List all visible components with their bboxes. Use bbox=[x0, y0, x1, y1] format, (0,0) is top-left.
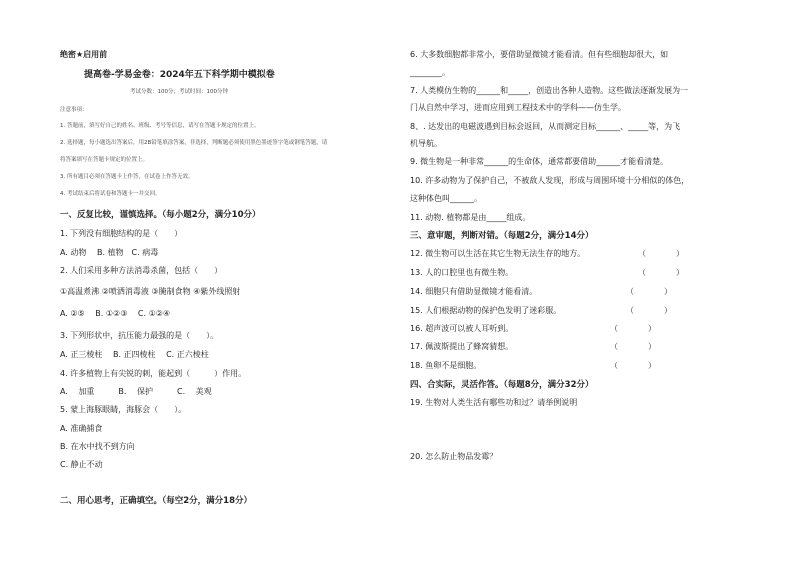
question-line: 4. 许多植物上有尖锐的刺，能起到（ ）作用。 bbox=[60, 369, 247, 378]
answer-paren[interactable]: （ ） bbox=[610, 324, 656, 333]
section4-heading: 四、合实际，灵活作答。（每题8分，满分32分） bbox=[410, 380, 594, 390]
judge-item bbox=[410, 342, 656, 352]
judge-text: 17. 佩波斯提出了蜂窝猜想。 bbox=[410, 342, 514, 351]
question-line: 20. 怎么防止物品发霉？ bbox=[410, 452, 498, 461]
question-line: 5. 蒙上海豚眼睛，海豚会（ ）。 bbox=[60, 405, 187, 414]
question-line: ________。 bbox=[410, 68, 450, 77]
answer-paren[interactable]: （ ） bbox=[626, 306, 672, 315]
notes-heading: 注意事项： bbox=[60, 107, 88, 113]
question-line: C. 静止不动 bbox=[60, 460, 103, 469]
section1-heading: 一、反复比较，谨慎选择。（每小题2分，满分10分） bbox=[60, 210, 261, 220]
note-item: 1. 答题前，填写好自己的姓名、班级、考号等信息，请写在答题卡规定的位置上。 bbox=[60, 123, 260, 129]
answer-paren[interactable]: （ ） bbox=[638, 268, 684, 277]
question-line: 1. 下列没有细胞结构的是（ ） bbox=[60, 229, 183, 238]
exam-meta: 考试分数：100分；考试时间：100分钟 bbox=[130, 89, 228, 95]
answer-paren[interactable]: （ ） bbox=[626, 287, 672, 296]
answer-paren[interactable]: （ ） bbox=[610, 342, 656, 351]
question-line: B. 在水中找不到方向 bbox=[60, 442, 135, 451]
secret-label: 绝密★启用前 bbox=[60, 50, 108, 59]
question-line: 10. 许多动物为了保护自己，不被敌人发现，形成与周围环境十分相似的体色， bbox=[410, 176, 690, 185]
note-item: 2. 选择题，每小题选出答案后，用2B铅笔填涂答案，非选择，判断题必须使用黑色墨迹签字笔或钢笔答题，请 bbox=[60, 140, 328, 146]
answer-paren[interactable]: （ ） bbox=[638, 249, 684, 258]
judge-text: 16. 超声波可以被人耳听到。 bbox=[410, 324, 514, 333]
question-line: A. ②⑤ B. ①②③ C. ①②④ bbox=[60, 309, 171, 318]
judge-text: 12. 微生物可以生活在其它生物无法生存的地方。 bbox=[410, 249, 586, 258]
question-line: A. 准确捕食 bbox=[60, 424, 103, 433]
judge-item bbox=[410, 361, 656, 371]
question-line: 3. 下列形状中，抗压能力最强的是（ ）。 bbox=[60, 331, 219, 340]
judge-text: 13. 人的口腔里也有微生物。 bbox=[410, 268, 514, 277]
question-line: 2. 人们采用多种方法消毒杀菌，包括（ ） bbox=[60, 266, 223, 275]
answer-paren[interactable]: （ ） bbox=[610, 361, 656, 370]
note-item: 将答案填写在答题卡规定的位置上。 bbox=[60, 157, 149, 163]
judge-item bbox=[410, 249, 684, 259]
question-line: 8、. 达发出的电磁波遇到目标会返回，从而测定目标______、_____等，为飞 bbox=[410, 122, 681, 131]
judge-item bbox=[410, 306, 672, 316]
question-line: 9. 微生物是一种非常______的生命体，通常都要借助______才能看清楚。 bbox=[410, 157, 669, 166]
question-line: ①高温煮沸 ②喷洒消毒液 ③腌制食物 ④紫外线照射 bbox=[60, 287, 241, 296]
judge-text: 18. 鱼卵不是细胞。 bbox=[410, 361, 482, 370]
section2-heading: 二、用心思考，正确填空。（每空2分，满分18分） bbox=[60, 496, 252, 506]
question-line: 7. 人类模仿生物的______和_____，创造出各种人造物。这些做法逐渐发展为一 bbox=[410, 86, 689, 95]
question-line: 这种体色叫______。 bbox=[410, 194, 482, 203]
section3-heading: 三、意审题，判断对错。（每题2分，满分14分） bbox=[410, 231, 594, 241]
judge-item bbox=[410, 268, 684, 278]
question-line: A. 加重 B. 保护 C. 美观 bbox=[60, 387, 212, 396]
question-line: 19. 生物对人类生活有哪些功和过？请举例说明 bbox=[410, 398, 578, 407]
judge-text: 14. 细胞只有借助显微镜才能看清。 bbox=[410, 287, 538, 296]
question-line: A. 正三棱柱 B. 正四棱柱 C. 正六棱柱 bbox=[60, 350, 209, 359]
judge-item bbox=[410, 324, 656, 334]
page-title: 提高卷-学易金卷：2024年五下科学期中模拟卷 bbox=[84, 70, 275, 80]
question-line: 11. 动物. 植物都是由_____组成。 bbox=[410, 213, 531, 222]
note-item: 3. 所有题目必须在答题卡上作答，在试卷上作答无效。 bbox=[60, 174, 194, 180]
judge-item bbox=[410, 287, 672, 297]
question-line: 机导航。 bbox=[410, 139, 442, 148]
note-item: 4. 考试结束后将试卷和答题卡一并交回。 bbox=[60, 191, 161, 197]
question-line: A. 动物 B. 植物 C. 病毒 bbox=[60, 248, 159, 257]
question-line: 6. 大多数细胞都非常小，要借助显微镜才能看清。但有些细胞却很大，如 bbox=[410, 50, 669, 59]
judge-text: 15. 人们根据动物的保护色发明了迷彩服。 bbox=[410, 306, 562, 315]
question-line: 门从自然中学习，进而应用到工程技术中的学科——仿生学。 bbox=[410, 103, 626, 112]
